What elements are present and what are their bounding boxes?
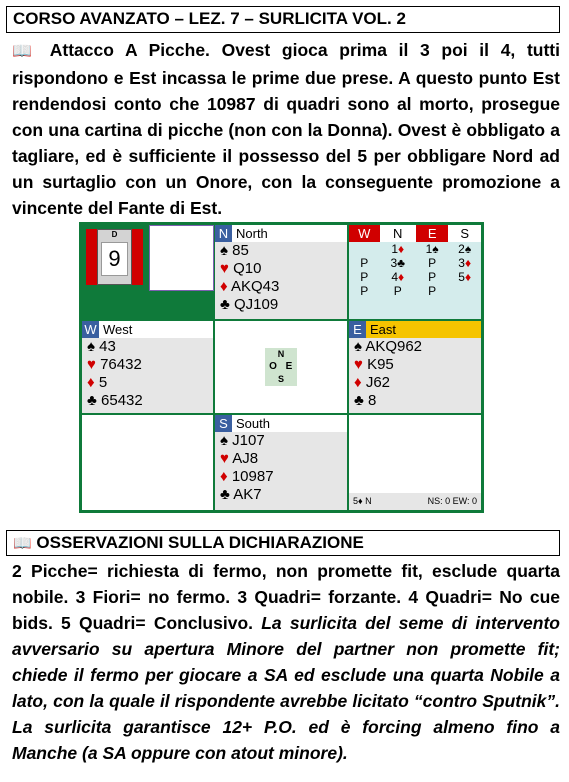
south-seat-letter: S (215, 415, 232, 432)
east-name: East (370, 322, 397, 337)
east-hand (349, 321, 481, 413)
west-spades: ♠ 43 (87, 338, 116, 355)
east-hearts: ♥ K95 (354, 356, 394, 373)
bid-cell: 1♠ (425, 242, 439, 256)
lesson-header (6, 6, 560, 33)
notes-paragraph (12, 558, 560, 766)
section-header (6, 530, 560, 556)
header-title: CORSO AVANZATO – LEZ. 7 – SURLICITA VOL. 2 (13, 9, 406, 28)
intro-text: Attacco A Picche. Ovest gioca prima il 3 poi il 4, tutti rispondono e Est incassa le prime due prese. A questo punto Est rendendosi conto che 10987 di quadri sono al morto, prosegue con una cartina di picche (non con la Donna). Ovest è obbligato a tagliare, ed è sufficiente il possesso del 5 per obbligare Nord ad un surtaglio con un Onore, con la conseguente promozione a vincente del Fante di Est. (12, 40, 561, 218)
west-hearts: ♥ 76432 (87, 356, 142, 373)
diamond-icon: ♦ (220, 468, 228, 485)
bid-cell: P (428, 256, 437, 270)
club-icon: ♣ (220, 486, 230, 503)
heart-icon: ♥ (220, 450, 229, 467)
compass-east: E (285, 361, 293, 372)
dealer-label: D (111, 230, 118, 239)
diamond-icon: ♦ (220, 278, 228, 295)
club-icon: ♣ (220, 296, 230, 313)
east-clubs: ♣ 8 (354, 392, 377, 409)
bid-cell: P (360, 256, 369, 270)
compass-panel (215, 321, 347, 413)
spade-icon: ♠ (220, 432, 228, 449)
bid-cell: P (428, 270, 437, 284)
bid-cell: 2♠ (458, 242, 472, 256)
book-icon: 📖 (12, 43, 39, 60)
south-hand (215, 415, 347, 510)
heart-icon: ♥ (87, 356, 96, 373)
bid-row (349, 270, 481, 284)
compass-west: O (269, 361, 277, 372)
bid-row (349, 242, 481, 256)
board-number: 9 (101, 242, 128, 276)
bid-row (349, 284, 481, 298)
club-icon: ♣ (87, 392, 97, 409)
north-hearts: ♥ Q10 (220, 260, 262, 277)
bid-header-west: W (349, 225, 380, 242)
west-diamonds: ♦ 5 (87, 374, 108, 391)
north-seat-label (215, 225, 347, 242)
contract-label: 5♦ N (353, 496, 372, 506)
bid-cell: 5♦ (458, 270, 472, 284)
bid-cell (448, 284, 481, 298)
north-hand (215, 225, 347, 319)
west-clubs: ♣ 65432 (87, 392, 143, 409)
bid-cell: P (360, 270, 369, 284)
west-seat-label (82, 321, 213, 338)
bid-cell (349, 242, 380, 256)
empty-panel (149, 225, 214, 291)
south-name: South (236, 416, 270, 431)
board-number-panel (82, 225, 148, 319)
bidding-table (349, 225, 481, 298)
west-seat-letter: W (82, 321, 99, 338)
result-bar (349, 493, 481, 510)
bid-header-north: N (380, 225, 416, 242)
west-name: West (103, 322, 133, 337)
bridge-board (79, 222, 484, 513)
south-seat-label (215, 415, 347, 432)
north-spades: ♠ 85 (220, 242, 249, 259)
diamond-icon: ♦ (87, 374, 95, 391)
bid-cell: 3♦ (458, 256, 472, 270)
south-diamonds: ♦ 10987 (220, 468, 274, 485)
west-hand (82, 321, 213, 413)
book-icon: 📖 (13, 535, 32, 552)
east-spades: ♠ AKQ962 (354, 338, 423, 355)
intro-paragraph (12, 37, 560, 221)
bid-header-east: E (416, 225, 449, 242)
diamond-icon: ♦ (354, 374, 362, 391)
section-title: OSSERVAZIONI SULLA DICHIARAZIONE (36, 533, 364, 552)
bid-cell: 4♦ (391, 270, 405, 284)
south-spades: ♠ J107 (220, 432, 265, 449)
north-seat-letter: N (215, 225, 232, 242)
compass-south: S (277, 374, 284, 384)
heart-icon: ♥ (354, 356, 363, 373)
bid-cell: P (360, 284, 369, 298)
result-panel (349, 415, 481, 510)
east-diamonds: ♦ J62 (354, 374, 391, 391)
east-seat-label (349, 321, 481, 338)
bid-row (349, 256, 481, 270)
north-clubs: ♣ QJ109 (220, 296, 279, 313)
spade-icon: ♠ (87, 338, 95, 355)
notes-bold-text: 2 Picche= richiesta di fermo, non promette fit, esclude quarta nobile. 3 Fiori= no fermo. 3 Quadri= forzante. 4 Quadri= No cue bids. 5 Quadri= Conclusivo. (12, 561, 560, 633)
score-label: NS: 0 EW: 0 (427, 496, 477, 506)
bidding-panel (349, 225, 481, 319)
north-name: North (236, 226, 268, 241)
bid-cell: P (393, 284, 402, 298)
bid-cell: P (428, 284, 437, 298)
spade-icon: ♠ (220, 242, 228, 259)
empty-panel (82, 415, 213, 510)
club-icon: ♣ (354, 392, 364, 409)
bid-cell: 3♣ (390, 256, 406, 270)
notes-italic-text: La surlicita del seme di intervento avversario su apertura Minore del partner non promette fit; chiede il fermo per giocare a SA ed esclude una quarta Nobile a lato, con la quale il rispondente avrebbe licitato “contro Sputnik”. La surlicita garantisce 12+ P.O. ed è forcing almeno fino a Manche (a SA oppure con atout minore). (12, 613, 560, 763)
compass (265, 348, 297, 386)
east-seat-letter: E (349, 321, 366, 338)
heart-icon: ♥ (220, 260, 229, 277)
bid-cell: 1♦ (391, 242, 405, 256)
compass-north: N (277, 349, 285, 359)
spade-icon: ♠ (354, 338, 362, 355)
south-clubs: ♣ AK7 (220, 486, 262, 503)
north-diamonds: ♦ AKQ43 (220, 278, 280, 295)
south-hearts: ♥ AJ8 (220, 450, 259, 467)
bid-header-south: S (448, 225, 481, 242)
